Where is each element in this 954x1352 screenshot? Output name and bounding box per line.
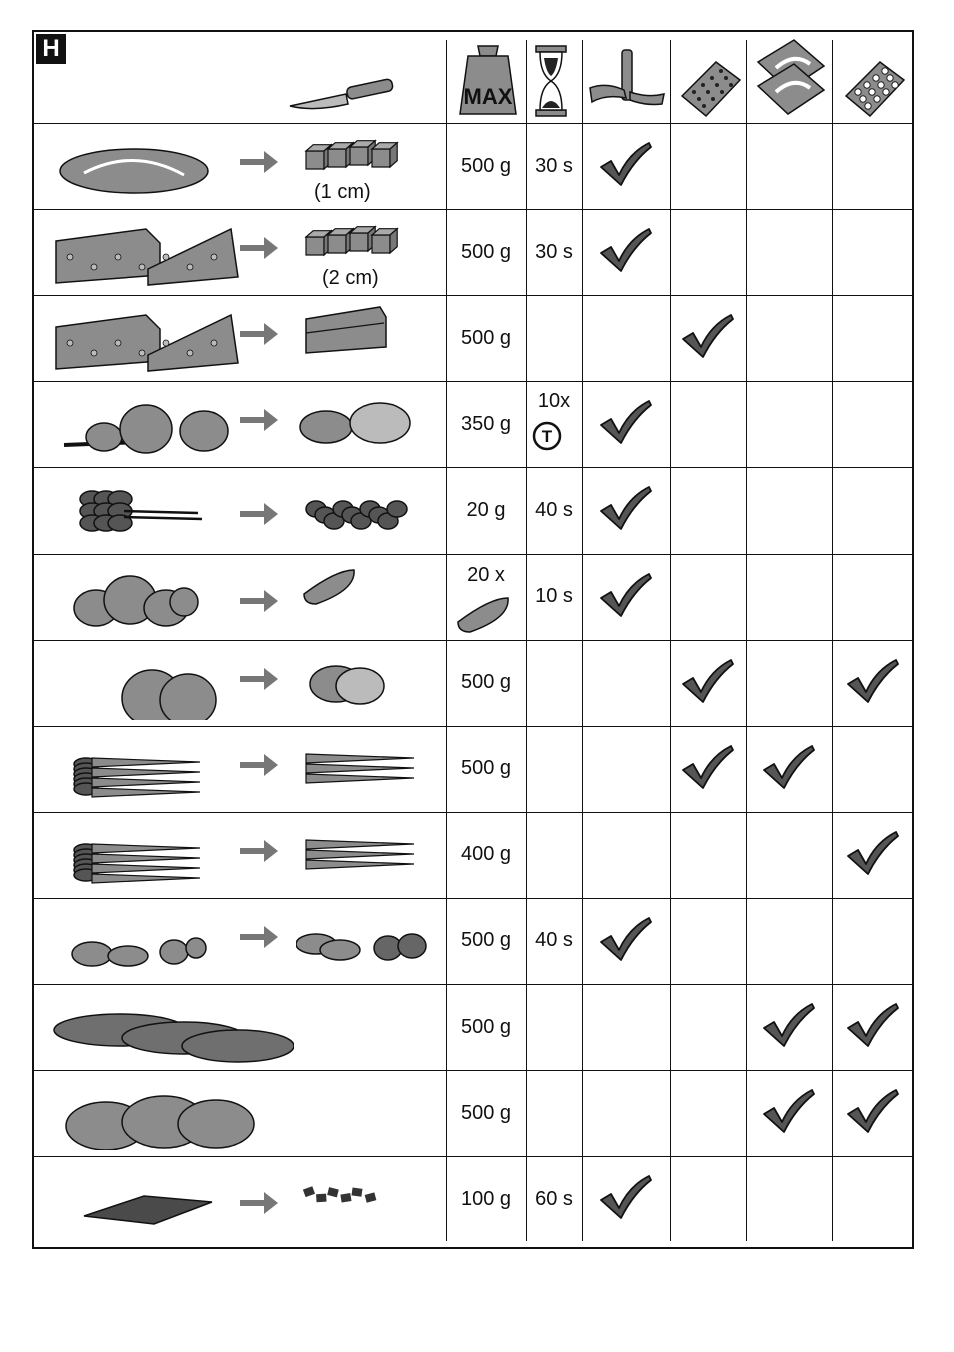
result-illustration bbox=[296, 1162, 446, 1232]
checkmark-icon bbox=[760, 744, 818, 794]
processing-time: 30 s bbox=[535, 240, 573, 263]
max-quantity: 500 g bbox=[460, 1101, 512, 1124]
max-quantity: 500 g bbox=[460, 240, 512, 263]
max-quantity: 500 g bbox=[460, 671, 512, 694]
checkmark-icon bbox=[679, 744, 737, 794]
max-quantity: 500 g bbox=[460, 154, 512, 177]
arrow-icon bbox=[238, 319, 282, 349]
turbo-button-icon bbox=[532, 421, 562, 451]
result-illustration bbox=[296, 904, 446, 974]
svg-text:MAX: MAX bbox=[463, 84, 513, 109]
processing-time: 10 s bbox=[535, 585, 573, 608]
checkmark-icon bbox=[597, 1174, 655, 1224]
max-weight-icon bbox=[456, 42, 522, 118]
checkmark-icon bbox=[844, 658, 902, 708]
cube-size-label: (2 cm) bbox=[322, 267, 379, 290]
checkmark-icon bbox=[844, 1002, 902, 1052]
processing-time: 10x bbox=[537, 389, 571, 412]
checkmark-icon bbox=[597, 141, 655, 191]
processing-time: 40 s bbox=[535, 929, 573, 952]
result-illustration bbox=[296, 646, 446, 716]
result-illustration bbox=[296, 387, 446, 457]
food-illustration bbox=[44, 1076, 294, 1150]
garlic-clove-icon bbox=[450, 588, 516, 634]
chopping-blade-icon bbox=[586, 44, 668, 114]
arrow-icon bbox=[238, 147, 282, 177]
coarse-grater-disc-icon bbox=[676, 56, 742, 120]
checkmark-icon bbox=[679, 313, 737, 363]
svg-text:T: T bbox=[541, 427, 553, 447]
checkmark-icon bbox=[679, 658, 737, 708]
checkmark-icon bbox=[597, 399, 655, 449]
recipe-table bbox=[32, 30, 914, 1249]
arrow-icon bbox=[238, 836, 282, 866]
checkmark-icon bbox=[597, 227, 655, 277]
max-quantity: 400 g bbox=[460, 843, 512, 866]
max-quantity: 20 x bbox=[467, 564, 505, 586]
max-quantity: 350 g bbox=[460, 412, 512, 435]
arrow-icon bbox=[238, 405, 282, 435]
max-quantity: 500 g bbox=[460, 1015, 512, 1038]
food-illustration bbox=[44, 990, 294, 1064]
checkmark-icon bbox=[760, 1088, 818, 1138]
checkmark-icon bbox=[760, 1002, 818, 1052]
result-illustration bbox=[296, 732, 446, 802]
max-quantity: 100 g bbox=[460, 1187, 512, 1210]
max-quantity: 20 g bbox=[466, 498, 506, 521]
row-divider bbox=[34, 554, 912, 555]
max-quantity: 500 g bbox=[460, 757, 512, 780]
arrow-icon bbox=[238, 586, 282, 616]
checkmark-icon bbox=[597, 572, 655, 622]
max-quantity: 500 g bbox=[460, 929, 512, 952]
result-illustration bbox=[296, 473, 446, 543]
cube-size-label: (1 cm) bbox=[314, 181, 371, 203]
processing-time: 30 s bbox=[535, 154, 573, 177]
arrow-icon bbox=[238, 233, 282, 263]
processing-time: 60 s bbox=[535, 1187, 573, 1210]
arrow-icon bbox=[238, 664, 282, 694]
hourglass-icon bbox=[532, 44, 572, 120]
processing-time: 40 s bbox=[535, 498, 573, 521]
arrow-icon bbox=[238, 499, 282, 529]
arrow-icon bbox=[238, 1188, 282, 1218]
checkmark-icon bbox=[597, 485, 655, 535]
max-quantity: 500 g bbox=[460, 326, 512, 349]
arrow-icon bbox=[238, 750, 282, 780]
arrow-icon bbox=[238, 922, 282, 952]
checkmark-icon bbox=[597, 916, 655, 966]
result-illustration bbox=[296, 301, 446, 371]
slicing-disc-icon bbox=[754, 38, 828, 122]
result-illustration bbox=[296, 560, 446, 630]
result-illustration bbox=[296, 818, 446, 888]
fine-grater-disc-icon bbox=[840, 56, 910, 120]
section-badge: H bbox=[36, 34, 66, 64]
knife-icon bbox=[284, 76, 396, 116]
checkmark-icon bbox=[844, 830, 902, 880]
checkmark-icon bbox=[844, 1088, 902, 1138]
